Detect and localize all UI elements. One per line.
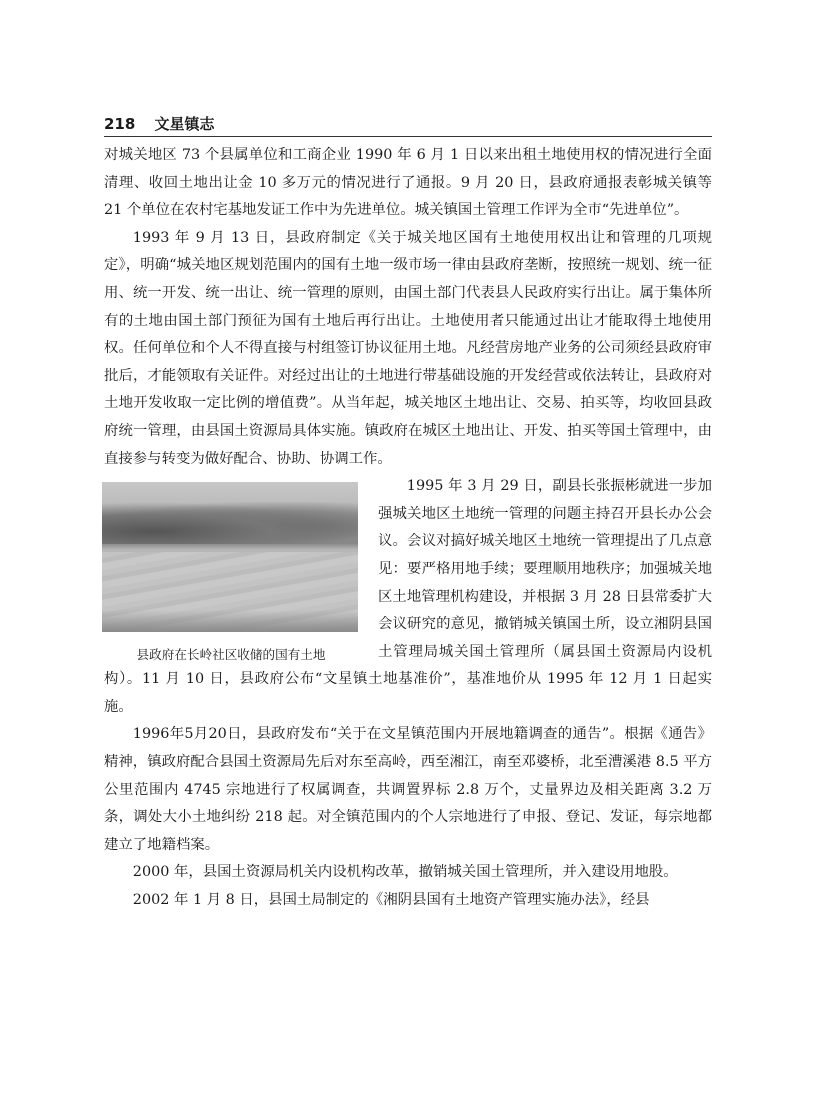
paragraph-4: 1996年5月20日，县政府发布“关于在文星镇范围内开展地籍调查的通告”。根据《通告》精神，镇政府配合县国土资源局先后对东至高岭，西至湘江，南至邓婆桥，北至漕溪港 8.5 平方公里范围内 4745 宗地进行了权属调查，共调置界标 2.8 万个，丈量界边及相关距离 3.2 万条，调处大小土地纠纷 218 起。对全镇范围内的个人宗地进行了申报、登记、发证，每宗地都建立了地籍档案。 — [104, 726, 712, 853]
land-photo — [102, 482, 358, 632]
photo-tree-line — [102, 502, 358, 544]
page-header — [104, 114, 712, 137]
figure-caption: 县政府在长岭社区收储的国有土地 — [136, 647, 326, 663]
photo-foreground — [102, 610, 358, 632]
paragraph-3: 1995 年 3 月 29 日，副县长张振彬就进一步加强城关地区土地统一管理的问题主持召开县长办公会议。会议对搞好城关地区土地统一管理提出了几点意见：要严格用地手续；要理顺用地秩序；加强城关地区土地管理机构建设，并根据 3 月 28 日县常委扩大会议研究的意见，撤销城关镇国土所，设立湘阴县国土管理局城关国土管理所（属县国土资源局内设机构）。11 月 10 日，县政府公布“文星镇土地基准价”，基准地价从 1995 年 12 月 1 日起实施。 — [104, 478, 712, 715]
paragraph-2: 1993 年 9 月 13 日，县政府制定《关于城关地区国有土地使用权出让和管理的几项规定》，明确“城关地区规划范围内的国有土地一级市场一律由县政府垄断，按照统一规划、统一征用、统一开发、统一出让、统一管理的原则，由国土部门代表县人民政府实行出让。属于集体所有的土地由国土部门预征为国有土地后再行出让。土地使用者只能通过出让才能取得土地使用权。任何单位和个人不得直接与村组签订协议征用土地。凡经营房地产业务的公司须经县政府审批后，才能领取有关证件。对经过出让的土地进行带基础设施的开发经营或依法转让，县政府对土地开发收取一定比例的增值费”。从当年起，城关地区土地出让、交易、拍买等，均收回县政府统一管理，由县国土资源局具体实施。镇政府在城区土地出让、开发、拍买等国土管理中，由直接参与转变为做好配合、协助、协调工作。 — [104, 229, 712, 467]
paragraph-6: 2002 年 1 月 8 日，县国土局制定的《湘阴县国有土地资产管理实施办法》，经县 — [132, 892, 650, 909]
page-body — [104, 142, 712, 915]
paragraph-1: 对城关地区 73 个县属单位和工商企业 1990 年 6 月 1 日以来出租土地使用权的情况进行全面清理、收回土地出让金 10 多万元的情况进行了通报。9 月 20 日，县政府通报表彰城关镇等 21 个单位在农村宅基地发证工作中为先进单位。城关镇国土管理工作评为全市“先进单位”。 — [104, 147, 712, 219]
page-number: 218 — [104, 115, 136, 133]
book-title: 文星镇志 — [154, 115, 215, 133]
figure — [102, 482, 360, 664]
paragraph-5: 2000 年，县国土资源局机关内设机构改革，撤销城关国土管理所，并入建设用地股。 — [132, 864, 678, 881]
